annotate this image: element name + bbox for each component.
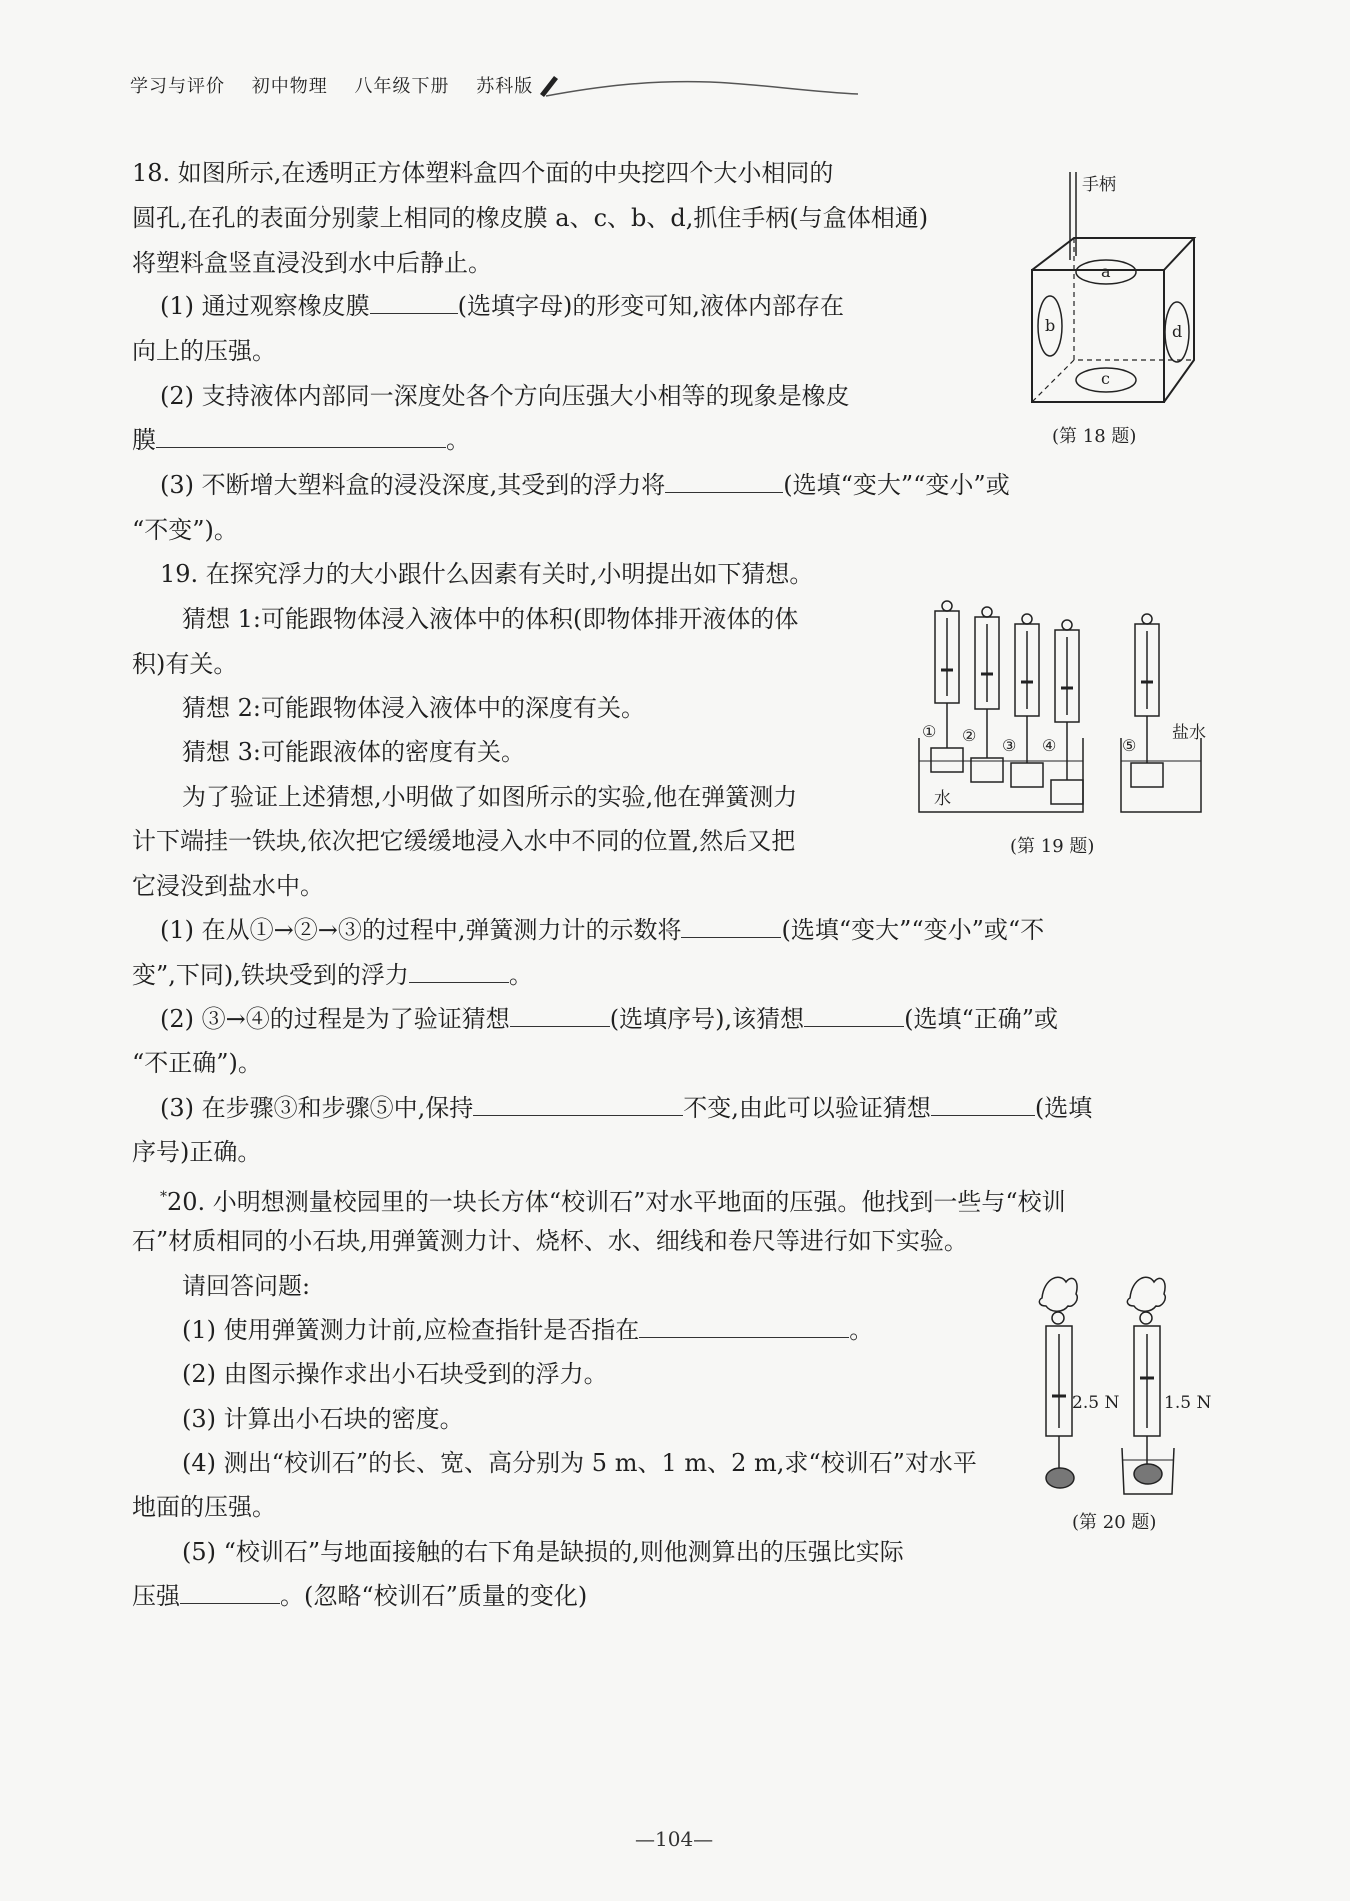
q19-part2 (160, 1004, 1058, 1034)
q20-ask: 请回答问题: (182, 1272, 311, 1300)
q19-part1 (160, 915, 1044, 945)
q19-part3-text-c: (选填 (1034, 1094, 1093, 1122)
q19-blank1[interactable] (681, 915, 781, 938)
q19-guess1-cont: 积)有关。 (132, 650, 238, 678)
q19-part1-text-d: 。 (508, 961, 533, 989)
pen-icon (540, 72, 860, 102)
q18-blank1[interactable] (370, 291, 458, 314)
q20-part1-text-b: 。 (849, 1316, 874, 1344)
q18-part2-text-c: 。 (446, 426, 470, 454)
q20-figure (1022, 1268, 1222, 1498)
q18-stem-line3: 将塑料盒竖直浸没到水中后静止。 (132, 249, 492, 277)
q20-part5-text-c: 。(忽略“校训石”质量的变化) (280, 1582, 588, 1610)
q19-exp-line3: 它浸没到盐水中。 (132, 872, 324, 900)
q19-blank6[interactable] (931, 1093, 1035, 1116)
q19-guess1: 猜想 1:可能跟物体浸入液体中的体积(即物体排开液体的体 (182, 605, 799, 633)
q19-blank5[interactable] (473, 1093, 683, 1116)
q18-handle-label: 手柄 (1082, 175, 1116, 195)
q19-part2-text-b: (选填序号),该猜想 (609, 1005, 805, 1033)
q18-part1-cont: 向上的压强。 (132, 337, 276, 365)
q20-part2: (2) 由图示操作求出小石块受到的浮力。 (182, 1360, 608, 1388)
q20-part1 (182, 1315, 873, 1345)
q19-figure (915, 598, 1225, 823)
q19-part3-text-b: 不变,由此可以验证猜想 (683, 1094, 931, 1122)
q19-blank3[interactable] (510, 1004, 610, 1027)
q20-stem-line1 (160, 1182, 1066, 1217)
q18-part1 (160, 291, 844, 321)
q19-part2-cont: “不正确”)。 (132, 1049, 262, 1077)
q18-part3-cont: “不变”)。 (132, 516, 238, 544)
q20-right-reading: 1.5 N (1164, 1393, 1212, 1413)
q18-part3-text-a: (3) 不断增大塑料盒的浸没深度,其受到的浮力将 (160, 471, 666, 499)
q18-figure (1020, 160, 1220, 420)
q18-part2: (2) 支持液体内部同一深度处各个方向压强大小相等的现象是橡皮 (160, 382, 850, 410)
page-number: —104— (635, 1827, 714, 1851)
q19-label-3: ③ (1002, 736, 1017, 755)
q19-part1-cont (132, 960, 533, 990)
q18-part2-cont (132, 425, 470, 455)
q19-part1-text-b: (选填“变大”“变小”或“不 (781, 916, 1045, 944)
q20-part5-cont (132, 1581, 587, 1611)
q20-stem-line2: 石”材质相同的小石块,用弹簧测力计、烧杯、水、细线和卷尺等进行如下实验。 (132, 1227, 968, 1255)
q19-part3-text-a: (3) 在步骤③和步骤⑤中,保持 (160, 1094, 474, 1122)
q18-label-c: c (1101, 369, 1110, 388)
q19-part2-text-a: (2) ③→④的过程是为了验证猜想 (160, 1005, 510, 1033)
q20-part5: (5) “校训石”与地面接触的右下角是缺损的,则他测算出的压强比实际 (182, 1538, 904, 1566)
q20-left-reading: 2.5 N (1072, 1393, 1120, 1413)
q19-exp-line2: 计下端挂一铁块,依次把它缓缓地浸入水中不同的位置,然后又把 (132, 827, 796, 855)
q18-part3 (160, 470, 1010, 500)
q19-blank2[interactable] (409, 960, 509, 983)
q19-label-2: ② (962, 726, 977, 745)
q18-blank3[interactable] (665, 470, 783, 493)
q19-part3 (160, 1093, 1092, 1123)
book-title: 学习与评价 (130, 76, 225, 97)
q19-label-4: ④ (1042, 736, 1057, 755)
q19-salt-water-label: 盐水 (1172, 723, 1206, 743)
q18-stem-line1: 18. 如图所示,在透明正方体塑料盒四个面的中央挖四个大小相同的 (132, 159, 834, 187)
q18-label-a: a (1101, 262, 1111, 281)
q19-guess3: 猜想 3:可能跟液体的密度有关。 (182, 738, 525, 766)
q18-stem-line2: 圆孔,在孔的表面分别蒙上相同的橡皮膜 a、c、b、d,抓住手柄(与盒体相通) (132, 204, 929, 232)
q18-label-b: b (1045, 316, 1056, 335)
q20-part4: (4) 测出“校训石”的长、宽、高分别为 5 m、1 m、2 m,求“校训石”对水平 (182, 1449, 977, 1477)
q20-stem-text: 20. 小明想测量校园里的一块长方体“校训石”对水平地面的压强。他找到一些与“校训 (167, 1188, 1066, 1216)
q19-exp-line1: 为了验证上述猜想,小明做了如图所示的实验,他在弹簧测力 (182, 783, 798, 811)
page-header (130, 72, 553, 98)
edition-label: 苏科版 (476, 76, 534, 97)
q19-part1-text-c: 变”,下同),铁块受到的浮力 (132, 961, 409, 989)
q19-part3-cont: 序号)正确。 (132, 1138, 262, 1166)
q19-label-5: ⑤ (1122, 736, 1137, 755)
q20-part3: (3) 计算出小石块的密度。 (182, 1405, 464, 1433)
q20-blank1[interactable] (639, 1315, 849, 1338)
q18-blank2[interactable] (156, 425, 446, 448)
subject-label: 初中物理 (251, 76, 328, 97)
q18-part1-text-b: (选填字母)的形变可知,液体内部存在 (457, 292, 844, 320)
q19-part1-text-a: (1) 在从①→②→③的过程中,弹簧测力计的示数将 (160, 916, 682, 944)
q19-caption: (第 19 题) (1010, 836, 1095, 857)
q19-stem: 19. 在探究浮力的大小跟什么因素有关时,小明提出如下猜想。 (160, 560, 814, 588)
q20-caption: (第 20 题) (1072, 1512, 1157, 1533)
q19-blank4[interactable] (804, 1004, 904, 1027)
q19-label-1: ① (922, 722, 937, 741)
q18-part3-text-b: (选填“变大”“变小”或 (783, 471, 1010, 499)
q19-water-label: 水 (934, 789, 951, 809)
q20-part4-cont: 地面的压强。 (132, 1493, 276, 1521)
q19-guess2: 猜想 2:可能跟物体浸入液体中的深度有关。 (182, 694, 645, 722)
q20-star: * (160, 1189, 167, 1205)
q18-part2-text-b: 膜 (132, 426, 156, 454)
grade-label: 八年级下册 (354, 76, 450, 97)
q19-part2-text-c: (选填“正确”或 (904, 1005, 1058, 1033)
q20-part1-text-a: (1) 使用弹簧测力计前,应检查指针是否指在 (182, 1316, 640, 1344)
q18-caption: (第 18 题) (1052, 426, 1137, 447)
q20-blank2[interactable] (180, 1581, 280, 1604)
q18-part1-text-a: (1) 通过观察橡皮膜 (160, 292, 370, 320)
q20-part5-text-b: 压强 (132, 1582, 180, 1610)
q18-label-d: d (1172, 322, 1183, 341)
